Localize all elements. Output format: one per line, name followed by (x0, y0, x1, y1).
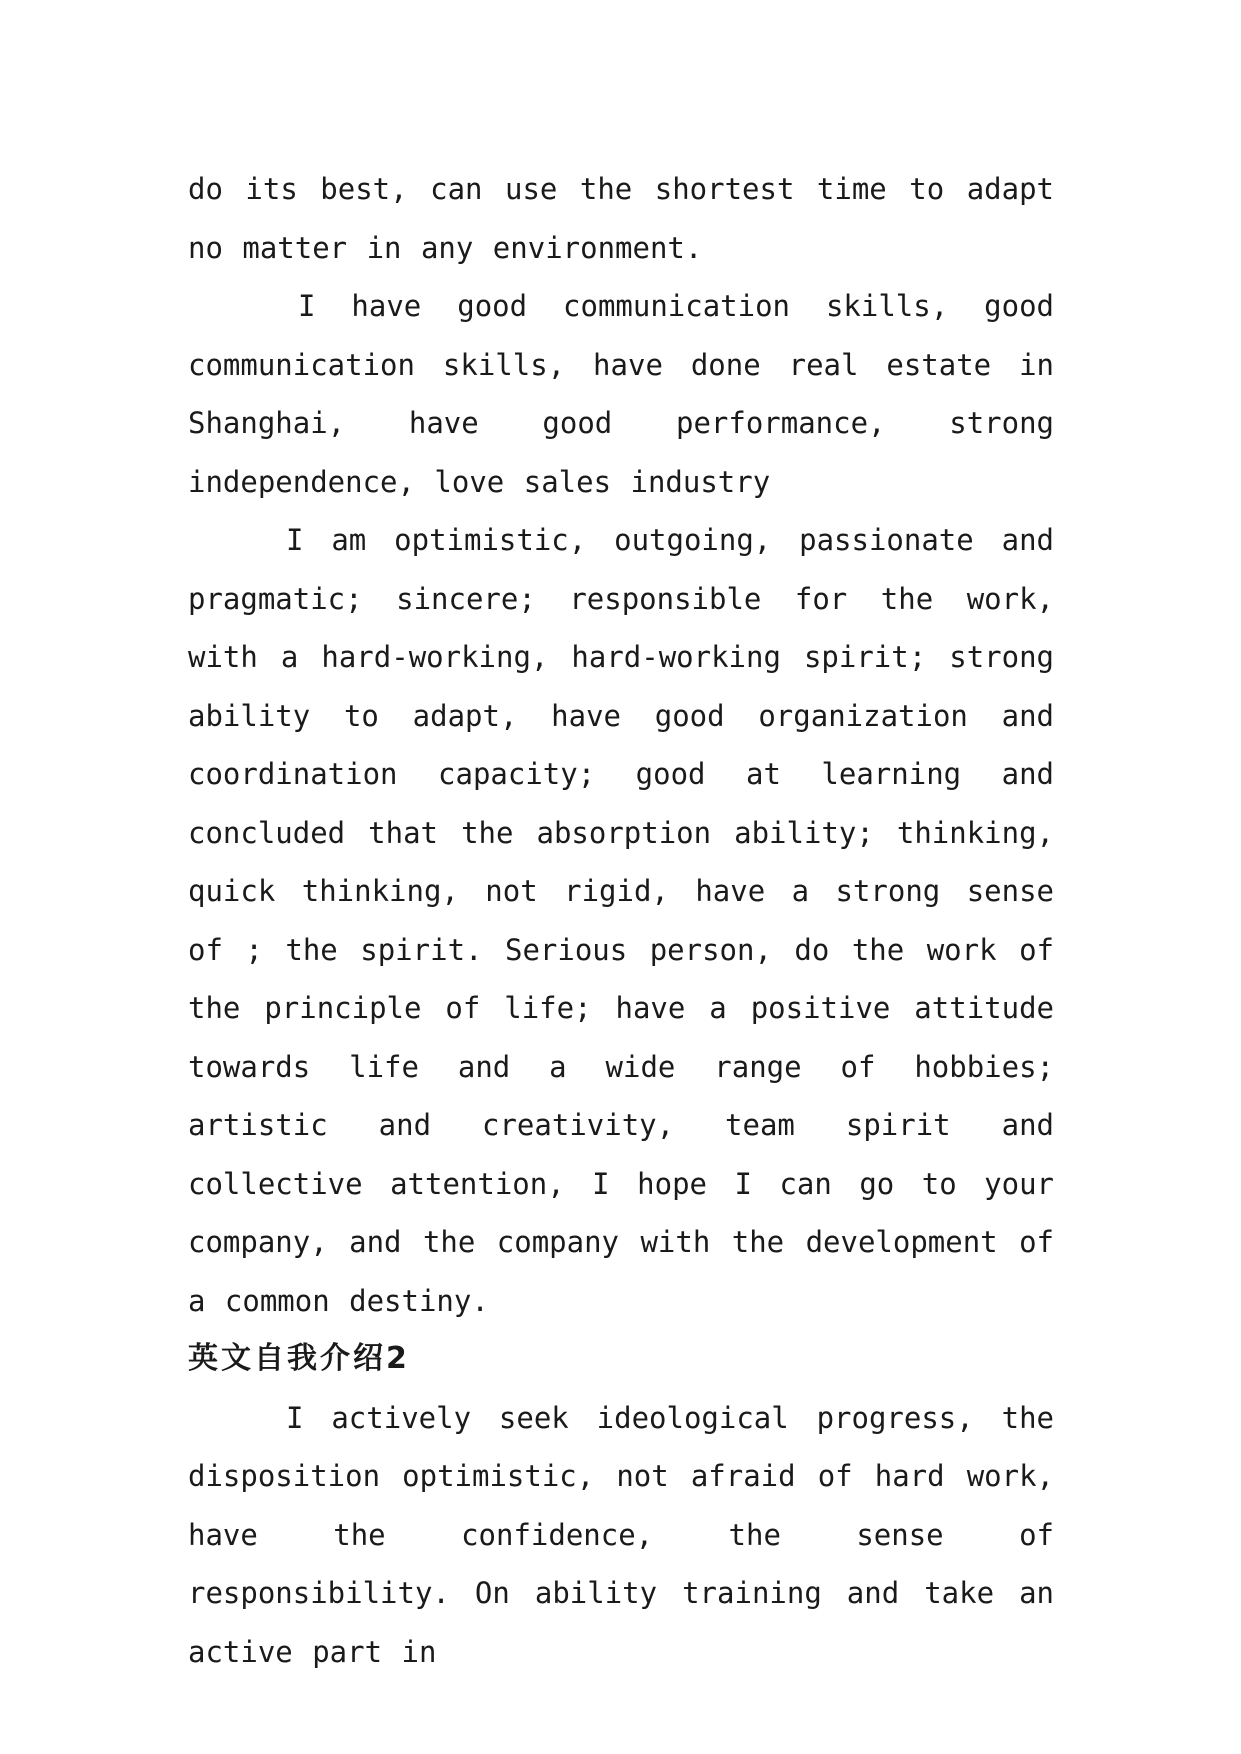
paragraph-ideological-progress: I actively seek ideological progress, the disposition optimistic, not afraid of hard work, have the confidence, the sense of responsibility. On ability training and take an active part in (188, 1400, 1054, 1669)
paragraph-personality: I am optimistic, outgoing, passionate and pragmatic; sincere; responsible for the work, with a hard-working, hard-working spirit; strong ability to adapt, have good organization and coordination capacity; good at learning and concluded that the absorption ability; thinking, quick thinking, not rigid, have a strong sense of ; the spirit. Serious person, do the work of the principle of life; have a positive attitude towards life and a wide range of hobbies; artistic and creativity, team spirit and collective attention, I hope I can go to your company, and the company with the development of a common destiny. (188, 523, 1054, 1318)
section-heading: 英文自我介绍2 (188, 1341, 410, 1376)
paragraph-communication-skills: I have good communication skills, good communication skills, have done real estate in Shanghai, have good performance, strong independence, love sales industry (188, 289, 1054, 499)
paragraph-continuation: do its best, can use the shortest time to adapt no matter in any environment. (188, 172, 1054, 265)
document-body (188, 160, 1054, 1681)
